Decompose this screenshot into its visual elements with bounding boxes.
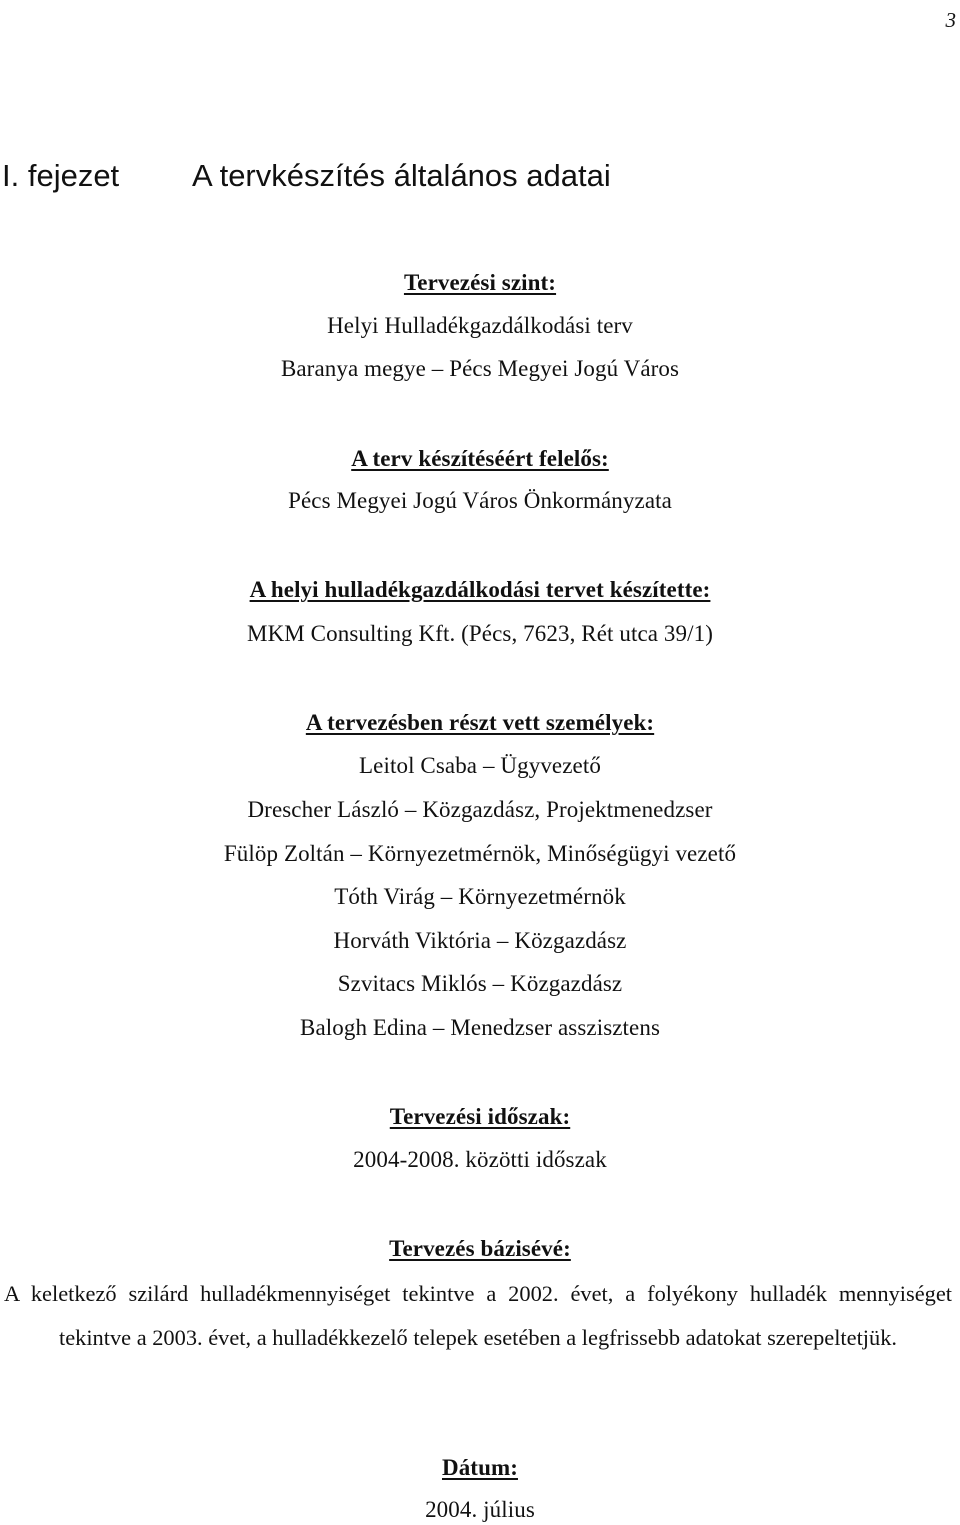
participant-line: Horváth Viktória – Közgazdász [333, 928, 627, 953]
participant-line: Leitol Csaba – Ügyvezető [359, 753, 601, 778]
planning-level-heading: Tervezési szint: [403, 270, 557, 295]
planning-level-line: Helyi Hulladékgazdálkodási terv [327, 313, 633, 338]
responsible-heading: A terv készítéséért felelős: [351, 446, 609, 471]
author-line: MKM Consulting Kft. (Pécs, 7623, Rét utca 39/1) [247, 621, 713, 646]
page-number: 3 [945, 8, 956, 32]
participant-line: Fülöp Zoltán – Környezetmérnök, Minőségügyi vezető [223, 841, 737, 866]
planning-level-line: Baranya megye – Pécs Megyei Jogú Város [280, 356, 680, 381]
responsible-line: Pécs Megyei Jogú Város Önkormányzata [288, 488, 672, 513]
chapter-title: A tervkészítés általános adatai [192, 158, 611, 193]
base-year-heading: Tervezés bázisévé: [389, 1236, 571, 1261]
participant-line: Balogh Edina – Menedzser asszisztens [300, 1015, 660, 1040]
chapter-number: I. fejezet [2, 158, 120, 193]
date-line: 2004. július [425, 1497, 535, 1522]
date-heading: Dátum: [442, 1455, 518, 1480]
base-year-paragraph: A keletkező szilárd hulladékmennyiséget tekintve a 2002. évet, a folyékony hulladék mennyiséget tekintve a 2003. évet, a hulladékkezelő telepek esetében a legfrissebb adatokat szerepeltetjük. [4, 1281, 952, 1350]
participant-line: Szvitacs Miklós – Közgazdász [337, 971, 623, 996]
planning-period-heading: Tervezési időszak: [389, 1104, 571, 1129]
participant-line: Tóth Virág – Környezetmérnök [334, 884, 626, 909]
planning-period-line: 2004-2008. közötti időszak [353, 1147, 607, 1172]
participants-heading: A tervezésben részt vett személyek: [305, 710, 655, 735]
participant-line: Drescher László – Közgazdász, Projektmenedzser [247, 797, 713, 822]
author-heading: A helyi hulladékgazdálkodási tervet készítette: [249, 577, 711, 602]
